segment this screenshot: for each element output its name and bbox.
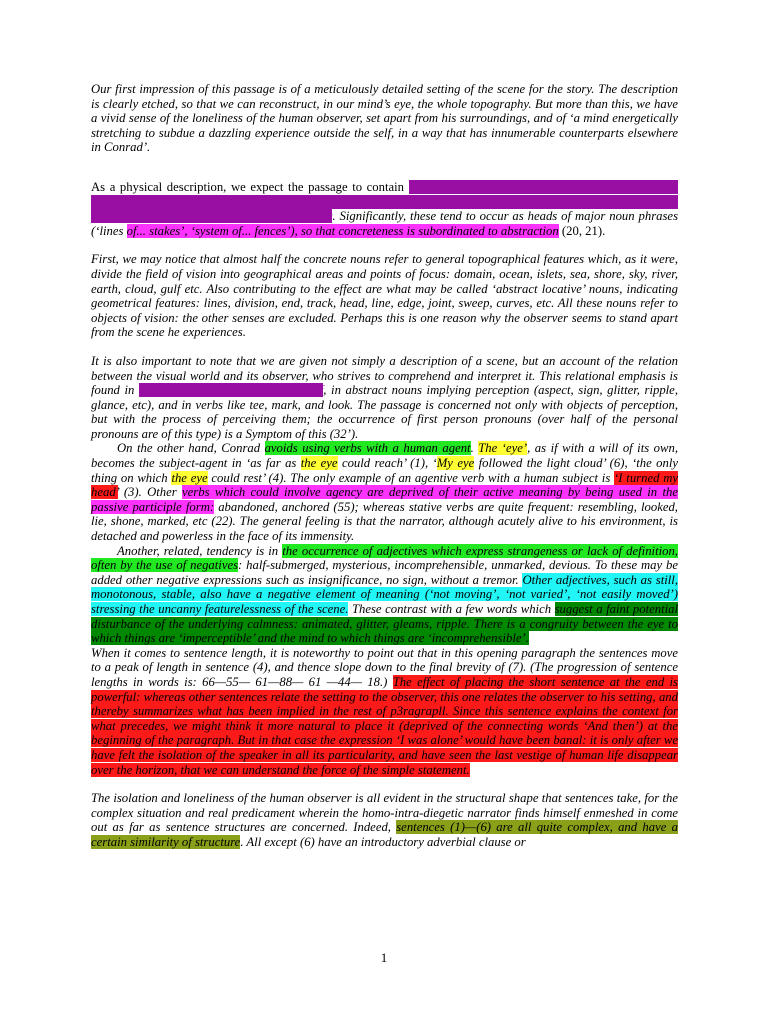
paragraph-gap bbox=[91, 777, 678, 791]
document-body bbox=[91, 82, 678, 850]
text-run: The isolation and loneliness of the human observer is all evident in the structural shape that sentences take, for the complex situation and real predicament wherein the homo-intra-diegetic narrator finds himself enmeshed in come out as far as sentence structures are concerned. Indeed, bbox=[91, 791, 678, 835]
paragraph-6 bbox=[91, 544, 678, 646]
text-run: , in abstract nouns implying perception (aspect, sign, glitter, ripple, glance, etc), and in verbs like tee, mark, and look. The passage is concerned not only with objects of perception, but with the process of perceiving them; the occurrence of first person pronouns (over half of the personal pronouns are of this type) is a Symptom of this (32’). bbox=[91, 383, 678, 441]
highlight-dark-green: suggest a faint potential disturbance of the underlying calmness: animated, glitter, gleams, ripple. There is a congruity between the eye to which things are ‘imperceptible’ and the mind to which things are ‘incomprehensible’. bbox=[91, 602, 678, 646]
paragraph-7 bbox=[91, 646, 678, 777]
highlight-yellow: the eye bbox=[300, 456, 338, 471]
text-run: Another, related, tendency is in bbox=[117, 543, 283, 558]
text-run: . bbox=[470, 441, 479, 456]
text-run: , as if with a will of its own, becomes the subject-agent in ‘as far as bbox=[91, 441, 678, 471]
text-run: followed the light cloud’ (6), ‘the only thing on which bbox=[91, 456, 678, 485]
text-run: could reach’ (1), ‘ bbox=[337, 456, 437, 471]
paragraph-1 bbox=[91, 82, 678, 155]
text-run: (3). Other bbox=[118, 485, 183, 500]
highlight-pink: verbs which could involve agency are deprived of their active meaning by being used in the passive participle form: bbox=[91, 485, 678, 514]
text-run: As a physical description, we expect the passage to contain bbox=[91, 179, 409, 194]
highlight-green: the occurrence of adjectives which express strangeness or lack of definition, often by the use of negatives bbox=[91, 543, 678, 573]
text-run: These contrast with a few words which bbox=[348, 602, 555, 616]
paragraph-4 bbox=[91, 354, 678, 442]
paragraph-gap bbox=[91, 340, 678, 354]
text-run: abandoned, anchored (55); whereas stative verbs are quite frequent: resembling, looked, lie, shone, marked, etc (22). The general feeling is that the narrator, although acutely alive to his environment, is detached and powerless in the face of its immensity. bbox=[91, 499, 678, 544]
highlight-green: avoids using verbs with a human agent bbox=[264, 441, 471, 456]
text-run: . All except (6) have an introductory adverbial clause or bbox=[240, 834, 526, 849]
text-run: First, we may notice that almost half the concrete nouns refer to general topographical features which, as it were, divide the field of vision into geographical areas and points of focus: domain, ocean, islets, sea, shore, sky, river, earth, cloud, gulf etc. Also contributing to the effect are what may be called ‘abstract locative’ nouns, indicating geometrical features: lines, division, end, track, head, line, edge, joint, sweep, curves, etc. All these nouns refer to objects of vision: the other senses are excluded. Perhaps this is one reason why the observer seems to stand apart from the scene he experiences. bbox=[91, 252, 678, 340]
text-run: : half-submerged, mysterious, incomprehensible, unmarked, devious. To these may be added other negative expressions such as insignificance, no sign, without a tremor. bbox=[91, 558, 678, 587]
page-number: 1 bbox=[380, 950, 388, 965]
highlight-purple: a large number of physical, concrete nouns (stakes, bamboo, fences, fishermen, ruins, etc) but what is more striking is that these concrete nouns are matched by nouns which are more abstract in one way or another bbox=[91, 179, 679, 224]
highlight-purple: the repetition of the word eye itself bbox=[138, 383, 324, 398]
highlight-yellow: the eye bbox=[171, 470, 208, 485]
highlight-red: ‘I turned my head’ bbox=[91, 470, 678, 500]
paragraph-gap bbox=[91, 155, 678, 180]
highlight-olive: sentences (1)—(6) are all quite complex, and have a certain similarity of structure bbox=[91, 820, 678, 849]
paragraph-2 bbox=[91, 180, 678, 238]
paragraph-gap bbox=[91, 238, 678, 252]
text-run: When it comes to sentence length, it is noteworthy to point out that in this opening paragraph the sentences move to a peak of length in sentence (4), and thence slope down to the final brevity of (7). (The progression of sentence lengths in words is: 66—55— 61—88— 61 —44— 18.) bbox=[91, 645, 678, 689]
text-run: (20, 21). bbox=[558, 223, 606, 238]
text-run: On the other hand, Conrad bbox=[117, 441, 265, 456]
text-run: Our first impression of this passage is of a meticulously detailed setting of the scene for the story. The description is clearly etched, so that we can reconstruct, in our mind’s eye, the whole topography. But more than this, we have a vivid sense of the loneliness of the human observer, set apart from his surroundings, and of ‘a mind energetically stretching to subdue a dazzling experience outside the self, in a way that has innumerable counterparts elsewhere in Conrad’. bbox=[91, 82, 678, 155]
text-run: could rest’ (4). The only example of an agentive verb with a human subject is bbox=[207, 470, 615, 485]
text-run: . Significantly, these tend to occur as heads of major noun phrases (‘lines bbox=[91, 209, 679, 238]
highlight-red: The effect of placing the short sentence at the end is powerful: whereas other sentences relate the setting to the observer, this one relates the observer to his setting, and thereby summarizes what has been implied in the rest of p3ragrapll. Since this sentence explains the context for what precedes, we might think it more natural to place it (deprived of the connecting words ‘And then’) at the beginning of the paragraph. But in that case the expression ‘I was alone’ would have been banal: it is only after we have felt the isolation of the speaker in all its particularity, and have seen the last vestige of human life disappear over the horizon, that we can understand the force of the simple statement. bbox=[91, 674, 678, 777]
highlight-pink: of... stakes’, ‘system of... fences’), so that concreteness is subordinated to abstraction bbox=[126, 223, 559, 238]
highlight-yellow: The ‘eye’ bbox=[478, 441, 528, 456]
highlight-cyan: Other adjectives, such as still, monotonous, stable, also have a negative element of meaning (‘not moving’, ‘not varied’, ‘not easily moved’) stressing the uncanny featurelessness of the scene. bbox=[91, 572, 678, 616]
paragraph-5 bbox=[91, 441, 678, 543]
paragraph-8 bbox=[91, 791, 678, 849]
text-run: It is also important to note that we are given not simply a description of a scene, but an account of the relation between the visual world and its observer, who strives to comprehend and interpret it. This relational emphasis is found in bbox=[91, 353, 678, 398]
paragraph-3 bbox=[91, 252, 678, 340]
highlight-yellow: My eye bbox=[436, 456, 475, 471]
